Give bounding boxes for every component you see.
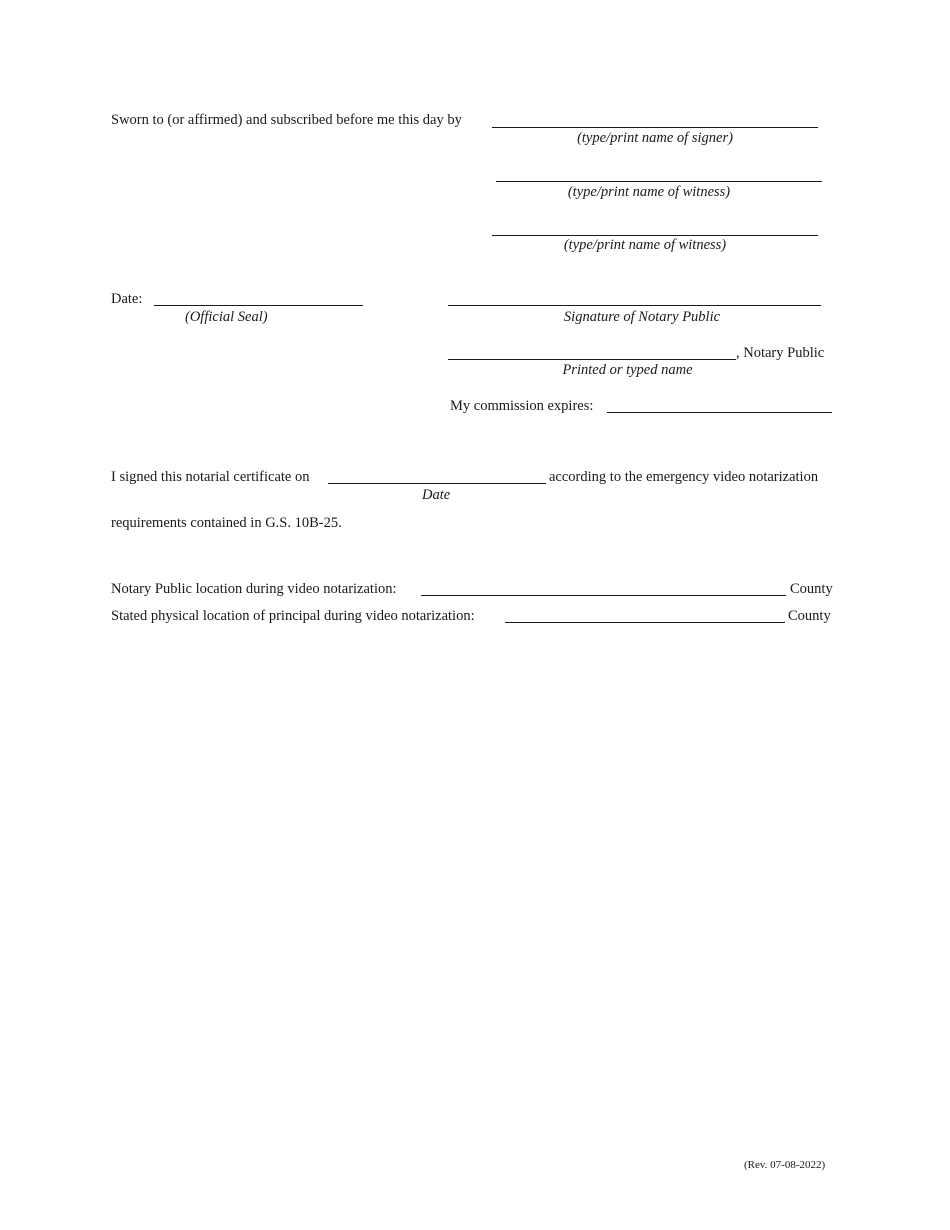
certificate-requirements-text: according to the emergency video notarization (549, 469, 819, 485)
certificate-signed-text: I signed this notarial certificate on (111, 469, 310, 485)
certificate-requirements-line-2: requirements contained in G.S. 10B-25. (111, 515, 342, 531)
principal-county-suffix: County (788, 608, 831, 624)
principal-location-label: Stated physical location of principal during video notarization: (111, 608, 475, 624)
signature-caption: Signature of Notary Public (563, 309, 721, 325)
signer-name-line[interactable] (492, 127, 818, 128)
date-line[interactable] (154, 305, 363, 306)
certificate-date-line[interactable] (328, 483, 546, 484)
principal-location-county-line[interactable] (505, 622, 785, 623)
printed-name-caption: Printed or typed name (562, 362, 693, 378)
notary-location-label: Notary Public location during video notarization: (111, 581, 397, 597)
notary-public-title: , Notary Public (736, 345, 825, 361)
witness-2-name-line[interactable] (492, 235, 818, 236)
commission-expires-label: My commission expires: (450, 398, 594, 414)
printed-name-line[interactable] (448, 359, 736, 360)
notary-county-suffix: County (790, 581, 833, 597)
witness-1-name-line[interactable] (496, 181, 822, 182)
date-label: Date: (111, 291, 143, 307)
sworn-statement: Sworn to (or affirmed) and subscribed before me this day by (111, 112, 462, 128)
revision-footer: (Rev. 07-08-2022) (744, 1159, 826, 1171)
official-seal-caption: (Official Seal) (185, 309, 268, 325)
notary-signature-line[interactable] (448, 305, 821, 306)
commission-expires-line[interactable] (607, 412, 832, 413)
notary-location-county-line[interactable] (421, 595, 786, 596)
certificate-date-caption: Date (422, 487, 451, 503)
signer-caption: (type/print name of signer) (577, 130, 733, 146)
witness-2-caption: (type/print name of witness) (563, 237, 727, 253)
witness-1-caption: (type/print name of witness) (567, 184, 731, 200)
